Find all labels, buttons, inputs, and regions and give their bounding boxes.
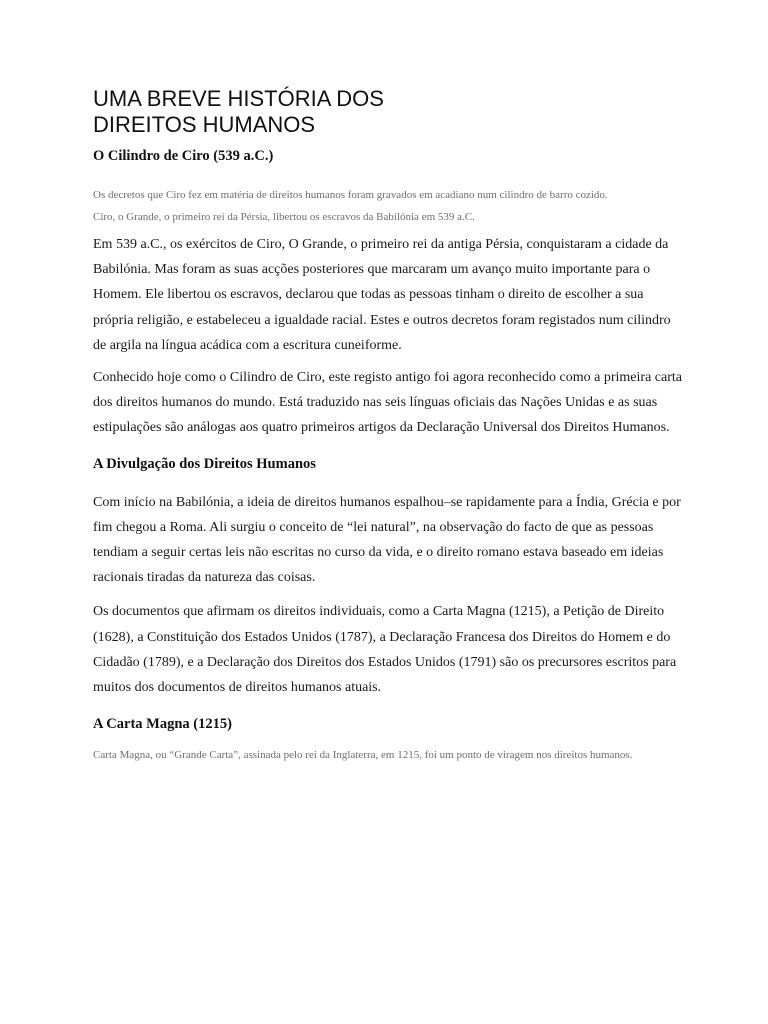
body-paragraph: Com início na Babilónia, a ideia de direitos humanos espalhou–se rapidamente para a Índia, Grécia e por fim chegou a Roma. Ali surgiu o conceito de “lei natural”, na observação do facto de que as pessoas tendiam a seguir certas leis não escritas no curso da vida, e o direito romano estava baseado em ideias racionais tiradas da natureza das coisas. [93,494,681,586]
page-title [93,86,683,138]
section-heading-cyrus-cylinder: O Cilindro de Ciro (539 a.C.) [93,148,274,164]
section-heading-spread-of-rights: A Divulgação dos Direitos Humanos [93,455,316,472]
page-title-line-2: DIREITOS HUMANOS [93,112,316,137]
document-page [93,86,683,766]
body-paragraph: Os documentos que afirmam os direitos individuais, como a Carta Magna (1215), a Petição de Direito (1628), a Constituição dos Estados Unidos (1787), a Declaração Francesa dos Direitos do Homem e do Cidadão (1789), e a Declaração dos Direitos dos Estados Unidos (1791) são os precursores escritos para muitos dos documentos de direitos humanos atuais. [93,604,677,696]
body-paragraph: Conhecido hoje como o Cilindro de Ciro, este registo antigo foi agora reconhecido como a primeira carta dos direitos humanos do mundo. Está traduzido nas seis línguas oficiais das Nações Unidas e as suas estipulações são análogas aos quatro primeiros artigos da Declaração Universal dos Direitos Humanos. [93,370,682,436]
image-caption-magna-carta: Carta Magna, ou “Grande Carta”, assinada pelo rei da Inglaterra, em 1215, foi um ponto de viragem nos direitos humanos. [93,749,633,762]
body-paragraph: Em 539 a.C., os exércitos de Ciro, O Grande, o primeiro rei da antiga Pérsia, conquistaram a cidade da Babilónia. Mas foram as suas acções posteriores que marcaram um avanço muito importante para o Homem. Ele libertou os escravos, declarou que todas as pessoas tinham o direito de escolher a sua própria religião, e estabeleceu a igualdade racial. Estes e outros decretos foram registados num cilindro de argila na língua acádica com a escritura cuneiforme. [93,237,671,353]
page-title-line-1: UMA BREVE HISTÓRIA DOS [93,86,384,111]
image-caption-cyrus: Ciro, o Grande, o primeiro rei da Pérsia, libertou os escravos da Babilónia em 539 a.C. [93,211,475,223]
image-caption-cylinder: Os decretos que Ciro fez em matéria de direitos humanos foram gravados em acadiano num cilindro de barro cozido. [93,189,608,201]
section-heading-magna-carta: A Carta Magna (1215) [93,716,232,733]
